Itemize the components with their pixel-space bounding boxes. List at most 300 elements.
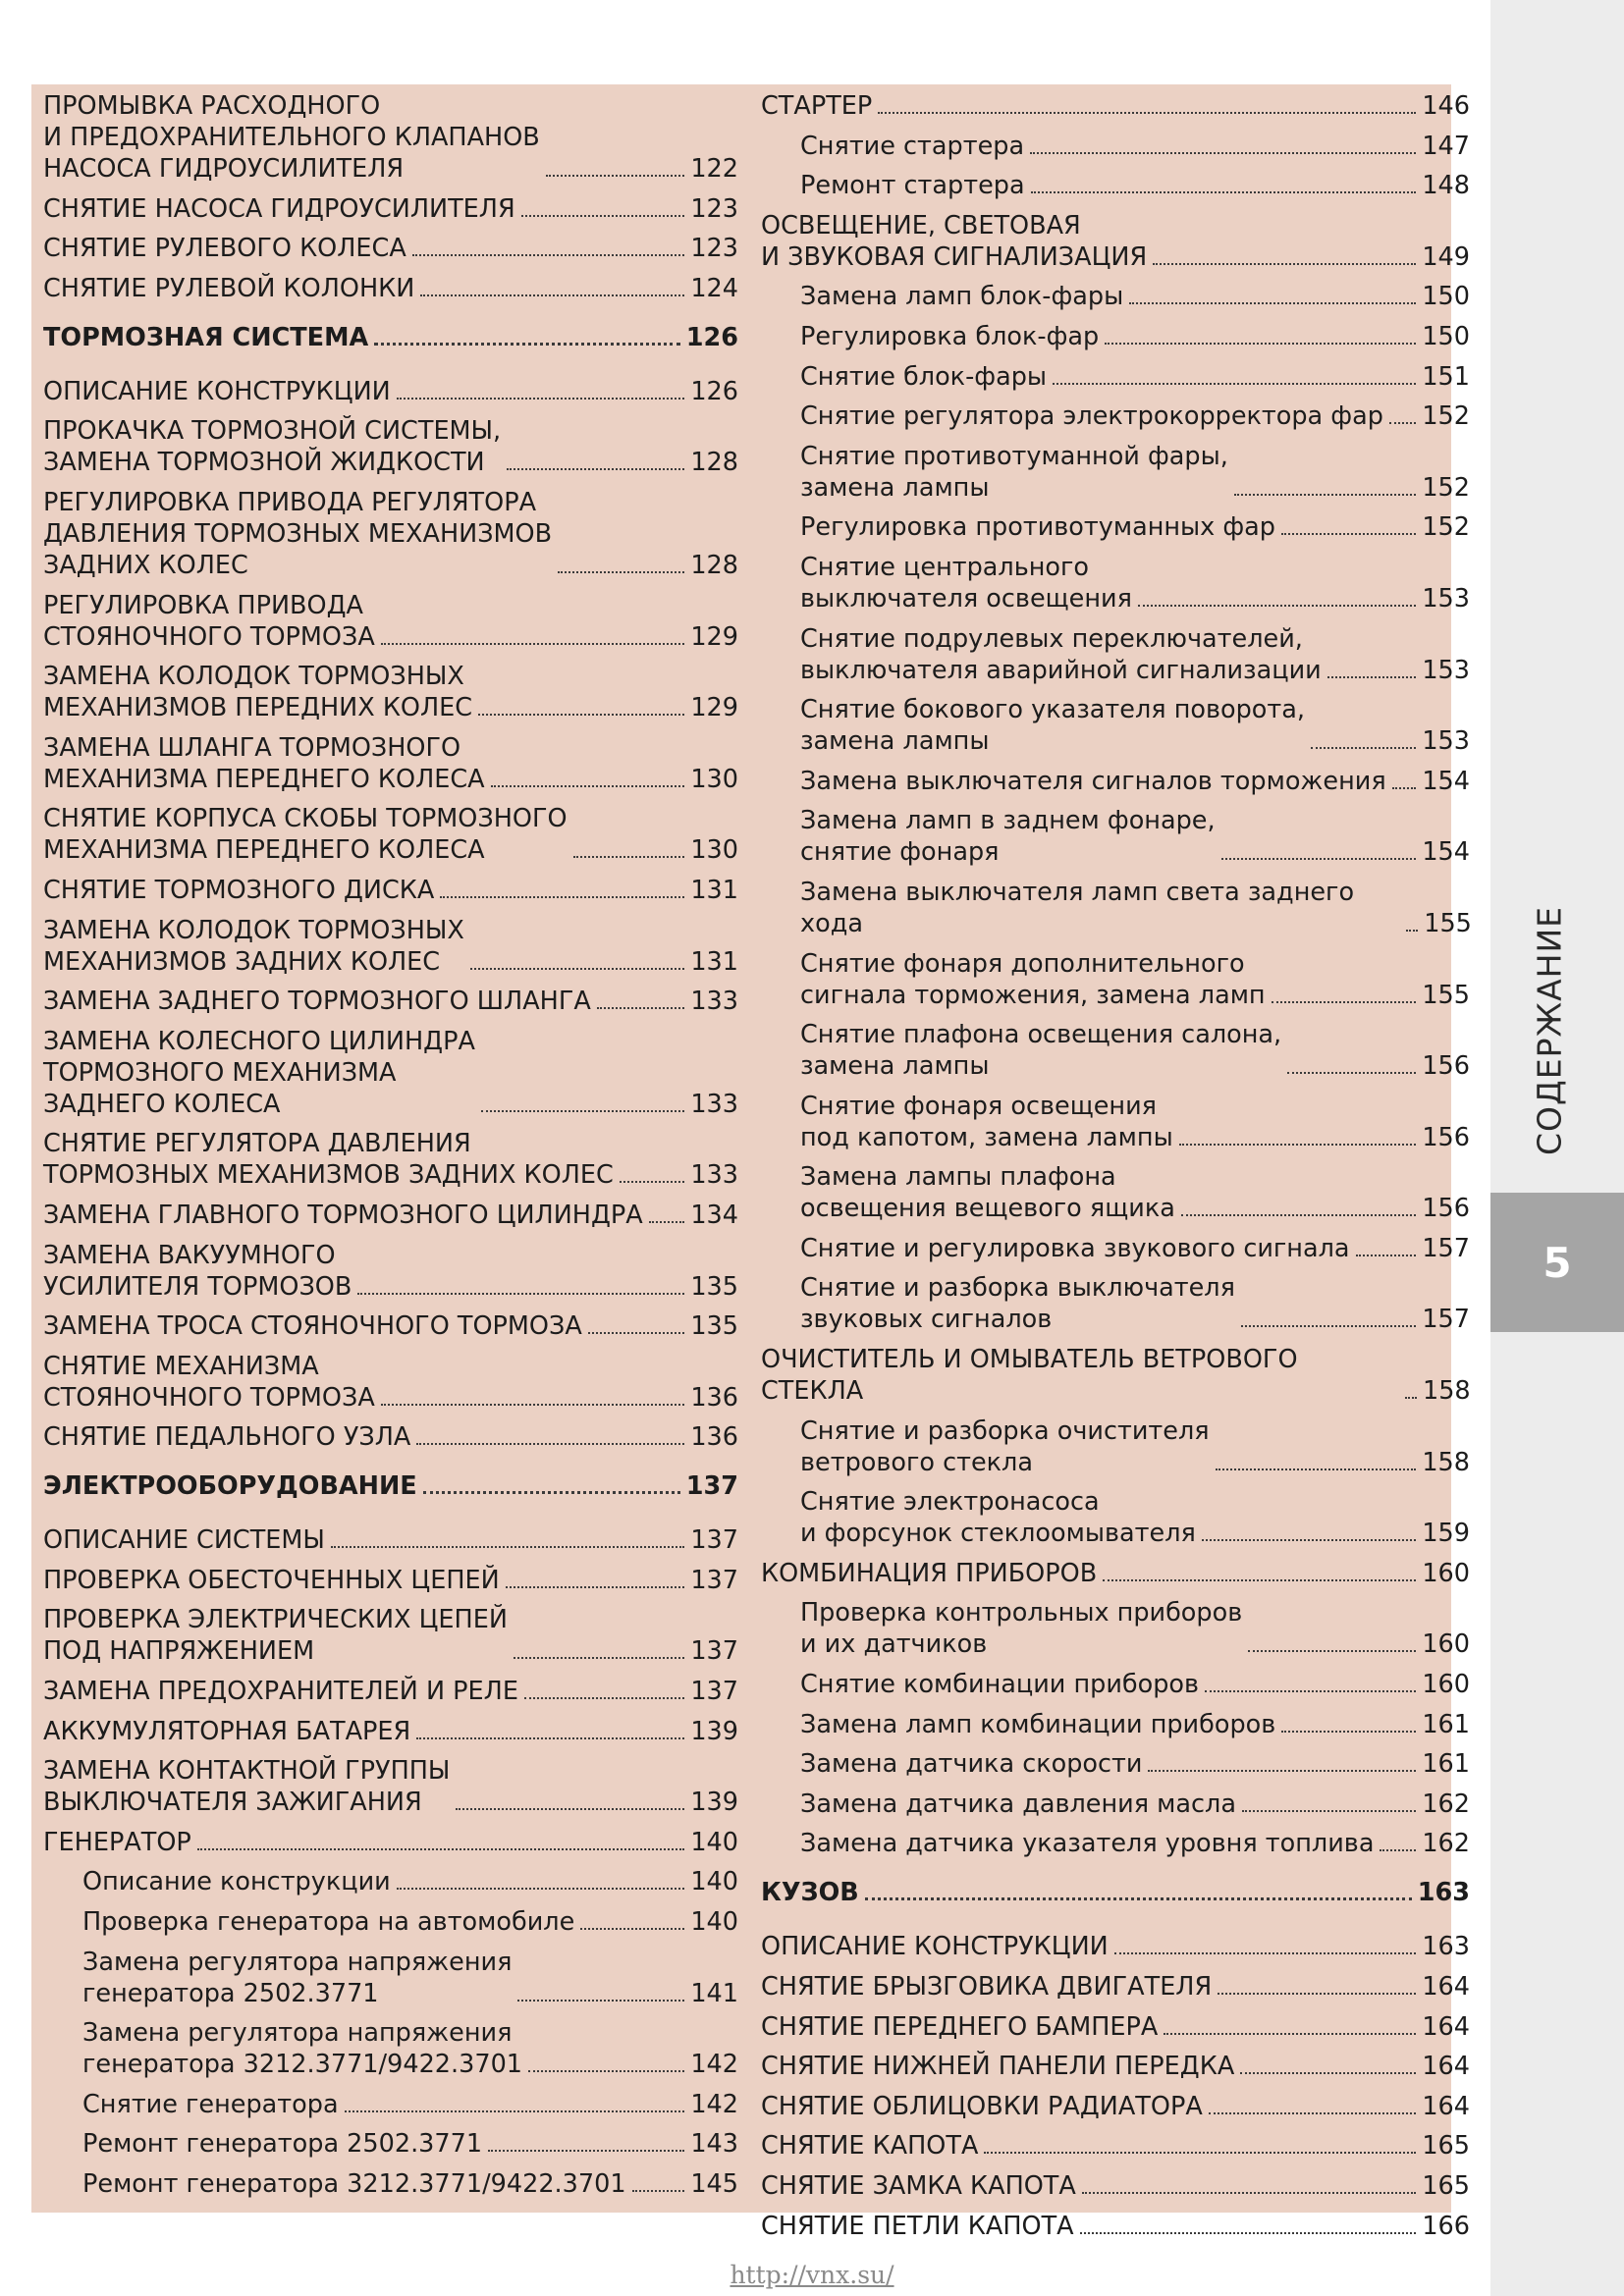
dot-leader — [381, 643, 685, 645]
toc-entry — [761, 1669, 1470, 1700]
dot-leader — [1406, 930, 1418, 932]
toc-entry-title: Снятие блок-фары — [800, 361, 1048, 392]
toc-entry-page: 145 — [690, 2169, 738, 2199]
toc-entry — [43, 1565, 738, 1596]
dot-leader — [1209, 2112, 1417, 2114]
toc-entry — [43, 1310, 738, 1342]
toc-entry-page: 123 — [690, 234, 738, 264]
toc-entry-page: 152 — [1422, 472, 1470, 503]
toc-entry — [761, 2130, 1470, 2162]
dot-leader — [357, 1293, 684, 1295]
toc-entry-title: Снятие плафона освещения салона, замена лампы — [800, 1020, 1282, 1082]
toc-entry — [761, 1344, 1470, 1407]
toc-entry-page: 129 — [690, 693, 738, 723]
toc-entry-title: Снятие генератора — [82, 2089, 339, 2119]
dot-leader — [1389, 422, 1416, 424]
toc-entry-page: 159 — [1422, 1519, 1470, 1549]
toc-entry-page: 154 — [1422, 766, 1470, 796]
dot-leader — [416, 1443, 684, 1445]
toc-entry — [761, 1748, 1470, 1780]
toc-entry — [761, 441, 1470, 504]
toc-entry-title: Замена датчика указателя уровня топлива — [800, 1829, 1375, 1859]
toc-entry-page: 134 — [690, 1200, 738, 1230]
toc-entry-page: 131 — [690, 875, 738, 905]
toc-entry-title: АККУМУЛЯТОРНАЯ БАТАРЕЯ — [43, 1716, 411, 1746]
toc-entry-title: СНЯТИЕ НИЖНЕЙ ПАНЕЛИ ПЕРЕДКА — [761, 2052, 1235, 2082]
toc-entry-page: 131 — [690, 946, 738, 977]
toc-entry — [761, 170, 1470, 201]
toc-entry-page: 164 — [1422, 2091, 1470, 2121]
toc-entry-title: ПРОВЕРКА ЭЛЕКТРИЧЕСКИХ ЦЕПЕЙ ПОД НАПРЯЖЕНИЕМ — [43, 1605, 508, 1667]
toc-entry — [761, 1709, 1470, 1740]
toc-entry-page: 139 — [690, 1788, 738, 1818]
toc-entry-page: 135 — [690, 1311, 738, 1342]
dot-leader — [1240, 2072, 1416, 2074]
toc-entry — [43, 1755, 738, 1818]
toc-entry-page: 140 — [690, 1827, 738, 1857]
toc-entry-title: Описание конструкции — [82, 1867, 391, 1897]
toc-entry — [761, 281, 1470, 312]
toc-entry-page: 130 — [690, 835, 738, 866]
toc-entry-title: ТОРМОЗНАЯ СИСТЕМА — [43, 322, 369, 352]
toc-entry-title: Замена выключателя сигналов торможения — [800, 766, 1386, 796]
toc-entry — [43, 590, 738, 653]
toc-entry — [43, 233, 738, 264]
toc-entry-page: 160 — [1422, 1558, 1470, 1588]
toc-section-heading — [761, 1877, 1470, 1908]
dot-leader — [456, 1808, 684, 1810]
dot-leader — [1216, 1468, 1417, 1470]
toc-entry-page: 163 — [1417, 1878, 1470, 1908]
toc-entry-page: 147 — [1422, 131, 1470, 161]
toc-entry-title: Снятие и разборка выключателя звуковых сигналов — [800, 1273, 1235, 1335]
toc-entry-title: СНЯТИЕ ОБЛИЦОВКИ РАДИАТОРА — [761, 2091, 1203, 2121]
toc-entry-title: Проверка генератора на автомобиле — [82, 1907, 575, 1938]
toc-entry — [761, 694, 1470, 757]
toc-entry-title: Снятие бокового указателя поворота, замена лампы — [800, 695, 1305, 757]
toc-entry-title: Снятие и разборка очистителя ветрового стекла — [800, 1415, 1210, 1477]
toc-entry-page: 130 — [690, 764, 738, 794]
toc-entry-page: 124 — [690, 273, 738, 303]
toc-entry-title: Снятие противотуманной фары, замена лампы — [800, 441, 1228, 503]
toc-entry — [761, 511, 1470, 543]
toc-entry-page: 142 — [690, 2089, 738, 2119]
toc-entry — [761, 1828, 1470, 1859]
dot-leader — [470, 968, 684, 970]
toc-entry-page: 136 — [690, 1382, 738, 1413]
toc-entry — [43, 2089, 738, 2120]
toc-entry-page: 165 — [1422, 2131, 1470, 2162]
toc-panel — [31, 84, 1472, 2241]
dot-leader — [1129, 302, 1416, 304]
page-number-tab: 5 — [1490, 1193, 1624, 1332]
toc-entry-title: Замена лампы плафона освещения вещевого ящика — [800, 1162, 1175, 1224]
toc-entry-page: 155 — [1424, 908, 1472, 938]
toc-entry — [43, 1866, 738, 1897]
toc-entry-title: СНЯТИЕ КАПОТА — [761, 2131, 979, 2162]
dot-leader — [1148, 1770, 1416, 1772]
toc-entry — [43, 875, 738, 906]
dot-leader — [1281, 533, 1416, 535]
dot-leader — [517, 2000, 684, 2002]
toc-entry — [43, 2128, 738, 2160]
toc-entry — [761, 131, 1470, 162]
toc-entry-title: СНЯТИЕ ТОРМОЗНОГО ДИСКА — [43, 875, 435, 905]
toc-entry-page: 156 — [1422, 1122, 1470, 1152]
toc-entry-title: СНЯТИЕ КОРПУСА СКОБЫ ТОРМОЗНОГО МЕХАНИЗМА ПЕРЕДНЕГО КОЛЕСА — [43, 804, 568, 866]
dot-leader — [1327, 676, 1417, 678]
toc-entry-title: Снятие и регулировка звукового сигнала — [800, 1233, 1350, 1263]
dot-leader — [620, 1181, 685, 1183]
dot-leader — [573, 856, 685, 858]
toc-entry — [761, 1091, 1470, 1153]
toc-entry-title: Проверка контрольных приборов и их датчиков — [800, 1598, 1243, 1660]
toc-entry-title: Снятие стартера — [800, 131, 1025, 161]
toc-entry-page: 135 — [690, 1271, 738, 1302]
toc-entry — [43, 915, 738, 978]
toc-entry — [761, 90, 1470, 122]
toc-entry — [43, 1200, 738, 1231]
toc-entry — [43, 1128, 738, 1191]
toc-entry-page: 155 — [1422, 980, 1470, 1010]
dot-leader — [1356, 1255, 1417, 1256]
toc-entry — [761, 623, 1470, 686]
toc-entry — [761, 2051, 1470, 2082]
dot-leader — [1392, 787, 1417, 789]
dot-leader — [412, 254, 685, 256]
toc-entry-page: 157 — [1422, 1233, 1470, 1263]
toc-entry — [761, 1415, 1470, 1478]
toc-entry — [761, 805, 1470, 868]
toc-entry-title: Снятие центрального выключателя освещения — [800, 552, 1132, 614]
toc-entry-page: 157 — [1422, 1305, 1470, 1335]
toc-entry-page: 137 — [690, 1525, 738, 1556]
toc-entry-title: Снятие регулятора электрокорректора фар — [800, 401, 1383, 432]
toc-entry-page: 164 — [1422, 2052, 1470, 2082]
dot-leader — [1031, 191, 1417, 193]
dot-leader — [1272, 1001, 1417, 1003]
section-side-label: СОДЕРЖАНИЕ — [1530, 905, 1569, 1156]
toc-entry — [43, 2017, 738, 2080]
toc-entry-title: СНЯТИЕ РЕГУЛЯТОРА ДАВЛЕНИЯ ТОРМОЗНЫХ МЕХАНИЗМОВ ЗАДНИХ КОЛЕС — [43, 1129, 614, 1191]
toc-entry-title: Регулировка блок-фар — [800, 321, 1100, 351]
dot-leader — [865, 1897, 1412, 1900]
toc-entry-title: СНЯТИЕ ПЕДАЛЬНОГО УЗЛА — [43, 1422, 411, 1453]
toc-entry-title: Снятие фонаря дополнительного сигнала торможения, замена ламп — [800, 948, 1266, 1010]
toc-entry-title: Замена ламп комбинации приборов — [800, 1709, 1276, 1739]
dot-leader — [331, 1546, 684, 1548]
dot-leader — [1082, 2192, 1416, 2194]
dot-leader — [491, 785, 685, 787]
toc-entry-page: 148 — [1422, 171, 1470, 201]
toc-entry-page: 149 — [1422, 241, 1470, 272]
toc-entry-title: Регулировка противотуманных фар — [800, 512, 1275, 543]
toc-entry-page: 140 — [690, 1867, 738, 1897]
toc-entry — [43, 1026, 738, 1120]
toc-entry-page: 156 — [1422, 1051, 1470, 1082]
toc-right-column — [761, 90, 1470, 2250]
toc-entry-page: 128 — [690, 448, 738, 478]
toc-entry-page: 164 — [1422, 1972, 1470, 2002]
toc-entry-page: 137 — [690, 1677, 738, 1707]
toc-entry-page: 133 — [690, 987, 738, 1017]
toc-entry-page: 166 — [1422, 2211, 1470, 2241]
dot-leader — [1248, 1650, 1416, 1652]
dot-leader — [345, 2110, 685, 2112]
toc-entry-title: СНЯТИЕ БРЫЗГОВИКА ДВИГАТЕЛЯ — [761, 1972, 1213, 2002]
dot-leader — [420, 294, 684, 296]
dot-leader — [1153, 263, 1416, 265]
dot-leader — [478, 714, 684, 716]
toc-entry-title: Замена ламп в заднем фонаре, снятие фонаря — [800, 806, 1216, 868]
toc-entry-page: 154 — [1422, 837, 1470, 868]
dot-leader — [397, 1888, 685, 1890]
dot-leader — [1241, 1325, 1416, 1327]
toc-entry-page: 150 — [1422, 321, 1470, 351]
dot-leader — [1164, 2033, 1416, 2035]
toc-entry-page: 128 — [690, 550, 738, 580]
toc-entry — [761, 2211, 1470, 2242]
dot-leader — [440, 896, 684, 898]
toc-entry-title: КУЗОВ — [761, 1878, 859, 1908]
dot-leader — [506, 1586, 685, 1588]
toc-entry — [761, 400, 1470, 432]
toc-entry-title: СНЯТИЕ РУЛЕВОГО КОЛЕСА — [43, 234, 406, 264]
dot-leader — [481, 1110, 684, 1112]
toc-entry-page: 137 — [690, 1636, 738, 1667]
toc-entry-title: Снятие комбинации приборов — [800, 1670, 1200, 1700]
dot-leader — [507, 468, 684, 470]
toc-entry — [43, 1524, 738, 1556]
toc-entry-title: Замена регулятора напряжения генератора 3212.3771/9422.3701 — [82, 2018, 523, 2080]
toc-section-heading — [43, 322, 738, 353]
dot-leader — [1205, 1690, 1416, 1692]
toc-entry-title: Снятие электронасоса и форсунок стеклоомывателя — [800, 1487, 1196, 1549]
toc-entry — [761, 877, 1470, 939]
toc-entry-title: ОСВЕЩЕНИЕ, СВЕТОВАЯ И ЗВУКОВАЯ СИГНАЛИЗАЦИЯ — [761, 210, 1148, 272]
dot-leader — [588, 1332, 685, 1334]
toc-entry-title: Снятие фонаря освещения под капотом, замена лампы — [800, 1091, 1173, 1152]
toc-entry-title: Замена датчика давления масла — [800, 1789, 1236, 1819]
toc-entry-title: ЗАМЕНА КОЛОДОК ТОРМОЗНЫХ МЕХАНИЗМОВ ЗАДНИХ КОЛЕС — [43, 915, 464, 977]
toc-entry-page: 137 — [685, 1471, 738, 1502]
toc-entry-page: 160 — [1422, 1670, 1470, 1700]
toc-entry-page: 137 — [690, 1565, 738, 1595]
toc-entry — [761, 1971, 1470, 2002]
toc-entry-title: ЗАМЕНА ЗАДНЕГО ТОРМОЗНОГО ШЛАНГА — [43, 987, 591, 1017]
toc-entry — [761, 948, 1470, 1011]
dot-leader — [649, 1221, 685, 1223]
toc-entry — [43, 803, 738, 866]
toc-entry — [43, 193, 738, 225]
dot-leader — [1179, 1144, 1417, 1146]
toc-entry — [761, 210, 1470, 273]
dot-leader — [397, 398, 685, 400]
toc-entry-title: РЕГУЛИРОВКА ПРИВОДА РЕГУЛЯТОРА ДАВЛЕНИЯ ТОРМОЗНЫХ МЕХАНИЗМОВ ЗАДНИХ КОЛЕС — [43, 487, 553, 580]
toc-entry — [761, 321, 1470, 352]
toc-entry — [43, 1421, 738, 1453]
toc-entry-title: ЗАМЕНА ВАКУУМНОГО УСИЛИТЕЛЯ ТОРМОЗОВ — [43, 1240, 352, 1302]
dot-leader — [521, 215, 685, 217]
toc-entry-title: ЗАМЕНА КОЛЕСНОГО ЦИЛИНДРА ТОРМОЗНОГО МЕХАНИЗМА ЗАДНЕГО КОЛЕСА — [43, 1026, 475, 1119]
toc-entry-title: Снятие подрулевых переключателей, выключателя аварийной сигнализации — [800, 623, 1322, 685]
dot-leader — [1242, 1810, 1416, 1812]
dot-leader — [381, 1404, 685, 1406]
toc-entry-title: ОПИСАНИЕ КОНСТРУКЦИИ — [761, 1932, 1109, 1962]
toc-entry-title: ПРОКАЧКА ТОРМОЗНОЙ СИСТЕМЫ, ЗАМЕНА ТОРМОЗНОЙ ЖИДКОСТИ — [43, 416, 502, 478]
dot-leader — [514, 1657, 684, 1659]
toc-entry — [43, 487, 738, 581]
toc-entry — [43, 273, 738, 304]
toc-entry-page: 158 — [1422, 1376, 1471, 1407]
toc-entry — [43, 1947, 738, 2009]
toc-entry — [761, 1789, 1470, 1820]
toc-entry-page: 122 — [690, 154, 738, 184]
toc-entry — [43, 376, 738, 407]
toc-entry-page: 161 — [1422, 1709, 1470, 1739]
dot-leader — [1138, 605, 1416, 607]
dot-leader — [1380, 1849, 1416, 1851]
toc-entry-title: Замена регулятора напряжения генератора 2502.3771 — [82, 1947, 513, 2008]
toc-entry-title: ГЕНЕРАТОР — [43, 1827, 191, 1857]
dot-leader — [528, 2070, 684, 2072]
toc-entry — [761, 1931, 1470, 1962]
toc-entry-page: 141 — [690, 1978, 738, 2008]
dot-leader — [878, 112, 1416, 114]
toc-entry-title: ОПИСАНИЕ СИСТЕМЫ — [43, 1525, 325, 1556]
toc-entry-title: Ремонт генератора 3212.3771/9422.3701 — [82, 2169, 626, 2199]
toc-entry-title: Ремонт генератора 2502.3771 — [82, 2129, 483, 2160]
toc-entry-page: 161 — [1422, 1749, 1470, 1780]
toc-entry — [761, 1558, 1470, 1589]
toc-entry-page: 153 — [1422, 655, 1470, 685]
toc-entry-page: 129 — [690, 621, 738, 652]
toc-entry — [761, 1161, 1470, 1224]
toc-entry — [43, 1240, 738, 1303]
toc-entry — [761, 1272, 1470, 1335]
toc-entry-title: РЕГУЛИРОВКА ПРИВОДА СТОЯНОЧНОГО ТОРМОЗА — [43, 590, 375, 652]
toc-entry-page: 164 — [1422, 2011, 1470, 2042]
toc-entry — [761, 1019, 1470, 1082]
toc-entry-title: СНЯТИЕ РУЛЕВОЙ КОЛОНКИ — [43, 273, 415, 303]
toc-entry-page: 136 — [690, 1422, 738, 1453]
toc-entry-page: 140 — [690, 1907, 738, 1938]
toc-entry-page: 142 — [690, 2050, 738, 2080]
toc-entry — [761, 1233, 1470, 1264]
toc-entry-title: ЗАМЕНА ШЛАНГА ТОРМОЗНОГО МЕХАНИЗМА ПЕРЕДНЕГО КОЛЕСА — [43, 732, 485, 794]
dot-leader — [1181, 1214, 1416, 1216]
toc-entry — [761, 1597, 1470, 1660]
dot-leader — [1221, 858, 1417, 860]
dot-leader — [416, 1737, 684, 1739]
toc-entry-title: Замена датчика скорости — [800, 1749, 1143, 1780]
toc-entry-page: 162 — [1422, 1829, 1470, 1859]
toc-entry — [43, 1827, 738, 1858]
toc-entry-title: ЗАМЕНА КОНТАКТНОЙ ГРУППЫ ВЫКЛЮЧАТЕЛЯ ЗАЖИГАНИЯ — [43, 1756, 451, 1818]
toc-entry-title: ЗАМЕНА ПРЕДОХРАНИТЕЛЕЙ И РЕЛЕ — [43, 1677, 518, 1707]
dot-leader — [374, 343, 680, 346]
toc-entry — [761, 2091, 1470, 2122]
toc-entry-page: 123 — [690, 193, 738, 224]
toc-entry — [761, 2170, 1470, 2202]
toc-entry-title: СНЯТИЕ МЕХАНИЗМА СТОЯНОЧНОГО ТОРМОЗА — [43, 1351, 375, 1413]
toc-entry-title: ПРОМЫВКА РАСХОДНОГО И ПРЕДОХРАНИТЕЛЬНОГО КЛАПАНОВ НАСОСА ГИДРОУСИЛИТЕЛЯ — [43, 91, 540, 184]
toc-entry — [43, 90, 738, 185]
toc-entry-page: 152 — [1422, 512, 1470, 543]
toc-entry-page: 150 — [1422, 282, 1470, 312]
toc-left-column — [43, 90, 738, 2209]
toc-entry-page: 153 — [1422, 726, 1470, 757]
toc-entry-title: КОМБИНАЦИЯ ПРИБОРОВ — [761, 1558, 1098, 1588]
toc-entry-page: 126 — [690, 376, 738, 406]
toc-entry-page: 143 — [690, 2129, 738, 2160]
dot-leader — [1287, 1072, 1416, 1074]
dot-leader — [984, 2152, 1416, 2154]
toc-entry-title: СНЯТИЕ ПЕРЕДНЕГО БАМПЕРА — [761, 2011, 1159, 2042]
dot-leader — [1311, 747, 1416, 749]
toc-entry-page: 165 — [1422, 2170, 1470, 2201]
toc-entry-title: ЗАМЕНА ГЛАВНОГО ТОРМОЗНОГО ЦИЛИНДРА — [43, 1200, 643, 1230]
dot-leader — [524, 1697, 684, 1699]
toc-entry — [43, 732, 738, 795]
toc-entry-title: СНЯТИЕ ПЕТЛИ КАПОТА — [761, 2211, 1074, 2241]
dot-leader — [1080, 2232, 1417, 2234]
toc-section-heading — [43, 1470, 738, 1502]
toc-entry-page: 146 — [1422, 91, 1470, 121]
dot-leader — [1053, 383, 1416, 385]
dot-leader — [1030, 152, 1416, 154]
dot-leader — [1114, 1952, 1417, 1954]
toc-entry-title: Замена выключателя ламп света заднего хода — [800, 877, 1355, 938]
dot-leader — [558, 571, 684, 573]
dot-leader — [1218, 1993, 1416, 1995]
toc-entry — [761, 361, 1470, 393]
dot-leader — [197, 1848, 685, 1850]
toc-entry — [43, 1716, 738, 1747]
toc-entry — [43, 2168, 738, 2200]
dot-leader — [597, 1007, 684, 1009]
dot-leader — [1405, 1397, 1417, 1399]
toc-entry-page: 139 — [690, 1716, 738, 1746]
toc-entry-title: ЗАМЕНА КОЛОДОК ТОРМОЗНЫХ МЕХАНИЗМОВ ПЕРЕДНИХ КОЛЕС — [43, 662, 473, 723]
toc-entry-page: 162 — [1422, 1789, 1470, 1819]
dot-leader — [1281, 1731, 1416, 1733]
toc-entry-title: Ремонт стартера — [800, 171, 1025, 201]
dot-leader — [546, 175, 685, 177]
toc-entry-page: 151 — [1422, 361, 1470, 392]
toc-entry — [761, 766, 1470, 797]
toc-entry — [43, 1604, 738, 1667]
toc-entry-page: 153 — [1422, 583, 1470, 614]
dot-leader — [488, 2150, 684, 2152]
toc-entry-title: ОЧИСТИТЕЛЬ И ОМЫВАТЕЛЬ ВЕТРОВОГО СТЕКЛА — [761, 1345, 1298, 1407]
toc-entry-page: 160 — [1422, 1629, 1470, 1660]
toc-entry — [43, 1351, 738, 1414]
toc-entry-title: ПРОВЕРКА ОБЕСТОЧЕННЫХ ЦЕПЕЙ — [43, 1565, 500, 1595]
toc-entry-page: 163 — [1422, 1932, 1470, 1962]
toc-entry — [43, 1676, 738, 1707]
toc-entry — [43, 986, 738, 1017]
toc-entry — [43, 661, 738, 723]
toc-entry — [43, 415, 738, 478]
toc-entry — [761, 2011, 1470, 2043]
toc-entry-title: ЭЛЕКТРООБОРУДОВАНИЕ — [43, 1471, 417, 1502]
dot-leader — [423, 1491, 680, 1494]
toc-entry-page: 152 — [1422, 401, 1470, 432]
footer-url-link[interactable]: http://vnx.su/ — [730, 2261, 894, 2289]
toc-entry — [761, 1486, 1470, 1549]
dot-leader — [632, 2190, 685, 2192]
